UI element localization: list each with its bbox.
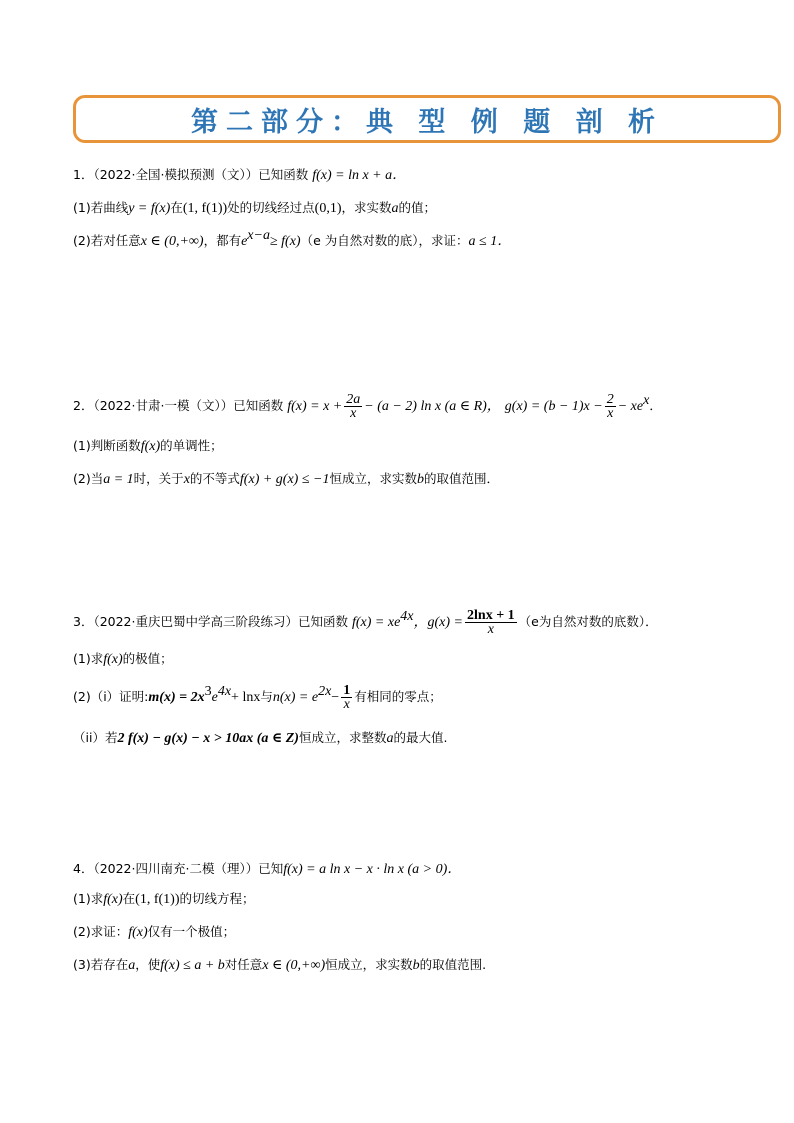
- problem-1-part-2: (2)若对任意x ∈ (0,+∞)，都有$e^{x-a}\ge f(x)(e$ 为自然对数的底），求证：a ≤ 1．: [73, 228, 512, 249]
- problem-2-part-2: (2)当a = 1时，关于x的不等式f(x) + g(x) ≤ −1恒成立，求实数b的取值范围．: [73, 471, 499, 487]
- problem-2-statement: 2．（2022·甘肃·一模（文））已知函数 f(x) = x + $\frac{2a}{x}$ − (a − 2) ln x (a ∈ R)， g(x) = (b − 1)x − $\frac{2}{x}$ − $xe^x$．: [73, 392, 662, 421]
- problem-3-part-1: (1)求f(x)的极值；: [73, 651, 173, 667]
- problem-source: （2022·全国·模拟预测（文））已知函数: [93, 167, 309, 182]
- problem-source: （2022·甘肃·一模（文））已知函数: [93, 398, 284, 413]
- problem-4-part-3: (3)若存在a，使f(x) ≤ a + b对任意x ∈ (0,+∞)恒成立，求实数b的取值范围.: [73, 957, 487, 973]
- problem-2-part-1: (1)判断函数f(x)的单调性；: [73, 438, 223, 454]
- section-banner: [73, 95, 781, 143]
- fraction: $\frac{2\ln x + 1}{x}$: [467, 608, 515, 637]
- fraction: $\frac{2a}{x}$: [346, 392, 361, 421]
- problem-1-statement: [73, 164, 406, 187]
- problem-number: 4．: [73, 861, 94, 876]
- fraction: $\frac{2}{x}$: [606, 392, 614, 421]
- problem-1-part-1: (1)若曲线y = f(x)在(1, f(1))处的切线经过点(0,1)，求实数a的值；: [73, 200, 437, 216]
- problem-source: （2022·重庆巴蜀中学高三阶段练习）已知函数: [93, 614, 348, 629]
- problem-3-statement: 3．（2022·重庆巴蜀中学高三阶段练习）已知函数 $f(x) = xe^{4x}$，g(x) = $\frac{2\ln x + 1}{x}$ （e为自然对数的底数）．: [73, 608, 658, 637]
- problem-3-part-2: (2)（i）证明:m(x) = $2x^3e^{4x}+ \ln x$与$n(x) = e^{2x}-$ $\frac{1}{x}$ 有相同的零点；: [73, 683, 442, 712]
- problem-4-part-2: (2)求证：f(x)仅有一个极值；: [73, 924, 236, 940]
- problem-number: 2．: [73, 398, 94, 413]
- section-title: 第二部分：典 型 例 题 剖 析: [191, 106, 663, 138]
- problem-source: （2022·四川南充·二模（理））已知: [93, 861, 284, 876]
- problem-number: 1．: [73, 167, 94, 182]
- problem-4-part-1: (1)求f(x)在(1, f(1))的切线方程；: [73, 891, 255, 907]
- problem-function: f(x) = ln x + a．: [312, 168, 407, 183]
- problem-4-statement: 4．（2022·四川南充·二模（理））已知f(x) = a ln x − x · ln x (a > 0)．: [73, 861, 462, 877]
- problem-3-part-3: （ii）若2 f(x) − g(x) − x > 10ax (a ∈ Z)恒成立，求整数a的最大值.: [73, 730, 448, 746]
- problem-number: 3．: [73, 614, 94, 629]
- fraction: $\frac{1}{x}$: [343, 683, 351, 712]
